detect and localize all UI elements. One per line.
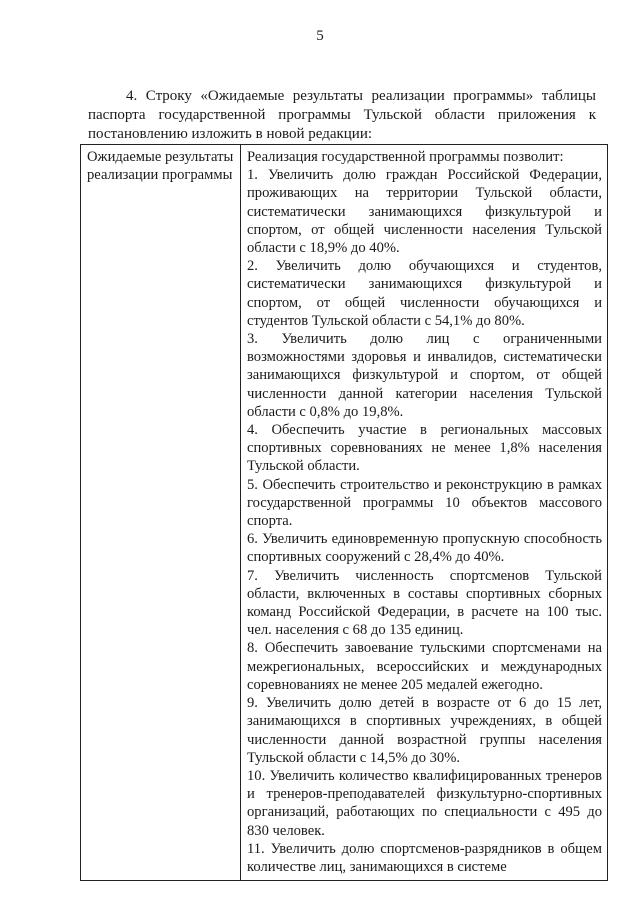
list-item: 8. Обеспечить завоевание тульскими спортсменами на межрегиональных, всероссийских и международных соревнованиях не менее 205 медалей ежегодно. [247, 640, 602, 693]
row-content-cell [241, 145, 608, 881]
list-item: 4. Обеспечить участие в региональных массовых спортивных соревнованиях не менее 1,8% населения Тульской области. [247, 422, 602, 475]
list-item: 9. Увеличить долю детей в возрасте от 6 до 15 лет, занимающихся в спортивных учреждениях, в общей численности данной возрастной группы населения Тульской области с 14,5% до 30%. [247, 695, 602, 766]
list-item: 7. Увеличить численность спортсменов Тульской области, включенных в составы спортивных сборных команд Российской Федерации, в расчете на 100 тыс. чел. населения с 68 до 135 единиц. [247, 567, 602, 639]
intro-paragraph: 4. Строку «Ожидаемые результаты реализации программы» таблицы паспорта государственной программы Тульской области приложения к постановлению изложить в новой редакции: [88, 88, 596, 142]
list-item: 11. Увеличить долю спортсменов-разрядников в общем количестве лиц, занимающихся в системе [247, 840, 602, 875]
row-label: Ожидаемые результаты реализации программы [87, 149, 234, 184]
list-item: 10. Увеличить количество квалифицированных тренеров и тренеров-преподавателей физкультурно-спортивных организаций, работающих по специальности с 495 до 830 человек. [247, 767, 602, 839]
passport-table [80, 144, 608, 881]
list-item: 1. Увеличить долю граждан Российской Федерации, проживающих на территории Тульской области, систематически занимающихся физкультурой и спортом, от общей численности населения Тульской области с 18,9% до 40%. [247, 167, 602, 257]
table-row [81, 145, 608, 881]
content-intro: Реализация государственной программы позволит: [247, 149, 564, 165]
list-item: 6. Увеличить единовременную пропускную способность спортивных сооружений с 28,4% до 40%. [247, 531, 602, 566]
row-label-cell [81, 145, 241, 881]
list-item: 2. Увеличить долю обучающихся и студентов, систематически занимающихся физкультурой и спортом, от общей численности обучающихся и студентов Тульской области с 54,1% до 80%. [247, 258, 602, 329]
list-item: 3. Увеличить долю лиц с ограниченными возможностями здоровья и инвалидов, систематически занимающихся физкультурой и спортом, от общей численности данной категории населения Тульской области с 0,8% до 19,8%. [247, 331, 602, 420]
page-number: 5 [316, 28, 324, 44]
list-item: 5. Обеспечить строительство и реконструкцию в рамках государственной программы 10 объектов массового спорта. [247, 476, 602, 530]
